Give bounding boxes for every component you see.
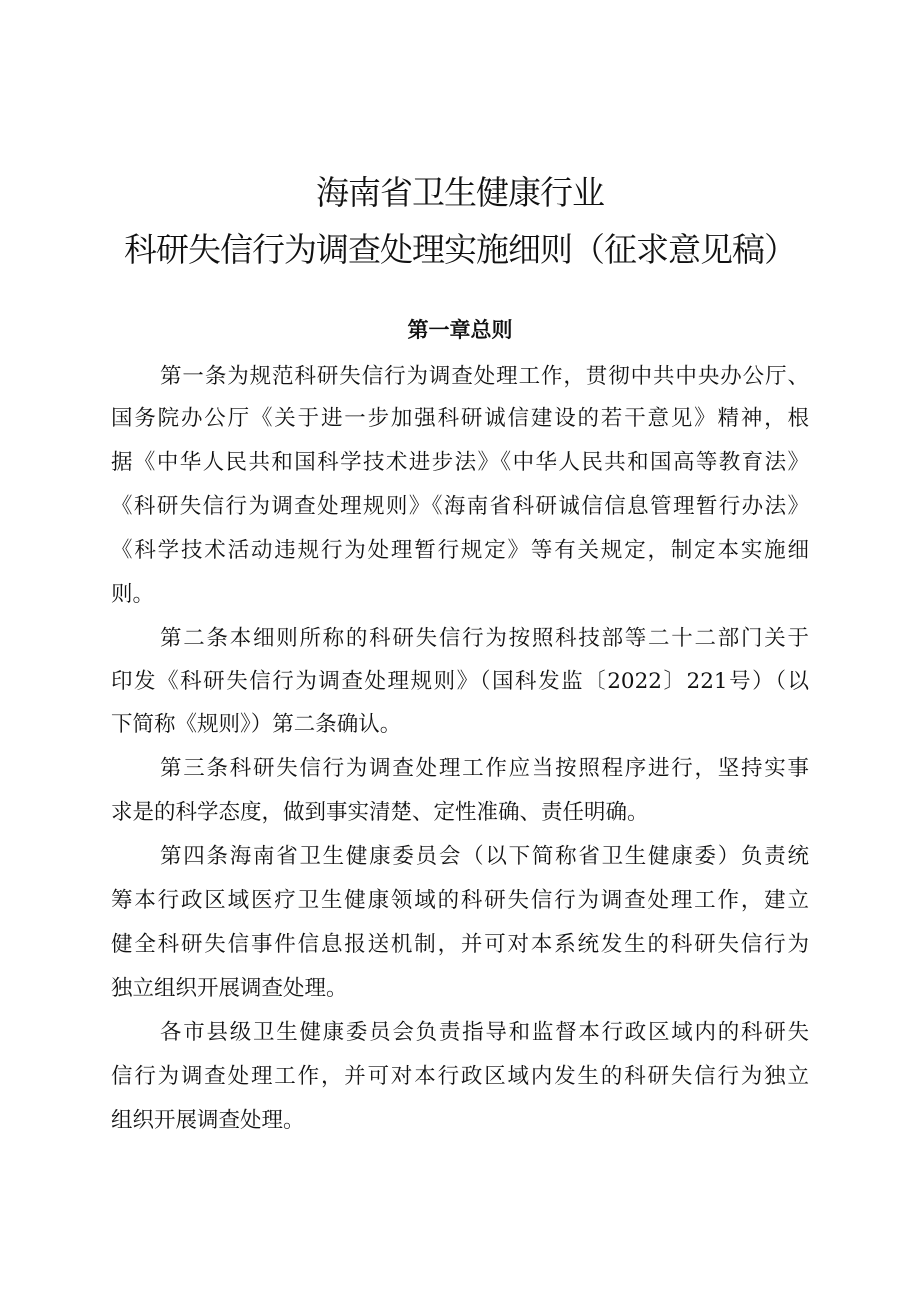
paragraph-line: 《科研失信行为调查处理规则》《海南省科研诚信信息管理暂行办法》 bbox=[111, 494, 809, 519]
paragraph-line: 各市县级卫生健康委员会负责指导和监督本行政区域内的科研失 bbox=[160, 1020, 809, 1045]
chapter-heading: 第一章总则 bbox=[407, 317, 513, 342]
paragraph-line: 则。 bbox=[111, 582, 155, 607]
paragraph-line: 信行为调查处理工作，并可对本行政区域内发生的科研失信行为独立 bbox=[111, 1064, 809, 1089]
paragraph-line: 据《中华人民共和国科学技术进步法》《中华人民共和国高等教育法》 bbox=[111, 450, 809, 475]
paragraph-line: 第一条为规范科研失信行为调查处理工作，贯彻中共中央办公厅、 bbox=[160, 364, 809, 389]
paragraph-line: 独立组织开展调查处理。 bbox=[111, 976, 348, 1001]
document-title-line-2: 科研失信行为调查处理实施细则（征求意见稿） bbox=[124, 230, 796, 269]
paragraph-line: 第二条本细则所称的科研失信行为按照科技部等二十二部门关于 bbox=[160, 626, 809, 651]
paragraph-line: 筹本行政区域医疗卫生健康领域的科研失信行为调查处理工作，建立 bbox=[111, 888, 809, 913]
document-title-line-1: 海南省卫生健康行业 bbox=[316, 173, 604, 212]
paragraph-line: 第三条科研失信行为调查处理工作应当按照程序进行，坚持实事 bbox=[160, 756, 809, 781]
paragraph-line: 国务院办公厅《关于进一步加强科研诚信建设的若干意见》精神，根 bbox=[111, 406, 809, 431]
paragraph-line: 下简称《规则》）第二条确认。 bbox=[111, 712, 402, 737]
paragraph-line: 第四条海南省卫生健康委员会（以下简称省卫生健康委）负责统 bbox=[160, 844, 809, 869]
paragraph-line: 《科学技术活动违规行为处理暂行规定》等有关规定，制定本实施细 bbox=[111, 538, 809, 563]
paragraph-line: 求是的科学态度，做到事实清楚、定性准确、责任明确。 bbox=[111, 800, 649, 825]
paragraph-line: 健全科研失信事件信息报送机制，并可对本系统发生的科研失信行为 bbox=[111, 932, 809, 957]
paragraph-line: 印发《科研失信行为调查处理规则》（国科发监〔2022〕221号）（以 bbox=[111, 669, 809, 694]
paragraph-line: 组织开展调查处理。 bbox=[111, 1108, 305, 1133]
